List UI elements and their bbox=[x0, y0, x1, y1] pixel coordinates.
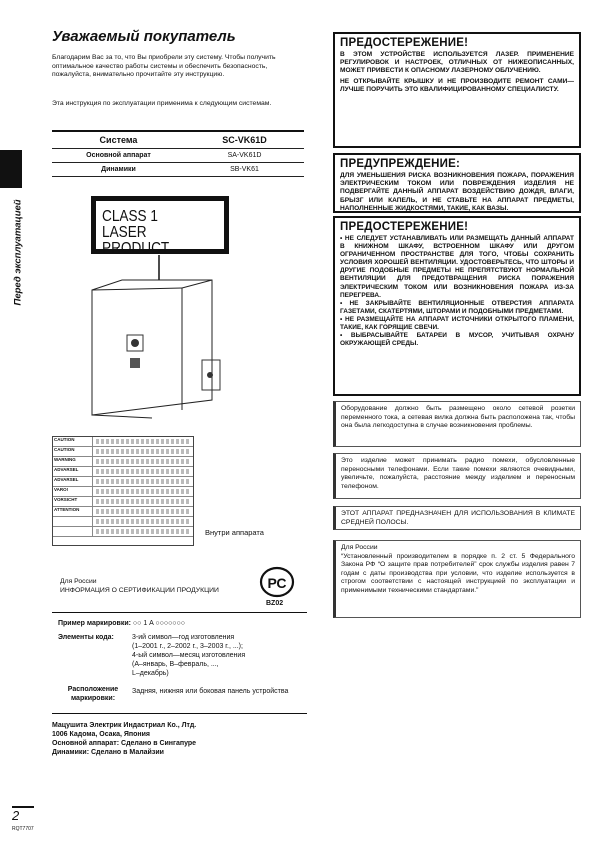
marking-codes-value: 3-ий символ—год изготовления (1–2001 г., 2–2002 г., 3–2003 г., ...); 4-ый символ—месяц изготовления (A–январь, B–февраль, ..., L–декабрь) bbox=[132, 634, 246, 677]
applies-text: Эта инструкция по эксплуатации применима к следующим системам. bbox=[52, 100, 272, 107]
laser-caution-box bbox=[333, 32, 581, 148]
warning-title: ПРЕДОСТЕРЕЖЕНИЕ! bbox=[340, 37, 469, 49]
label-row bbox=[53, 507, 193, 517]
marking-location-label: Расположение маркировки: bbox=[67, 686, 119, 702]
list-item: • НЕ ЗАКРЫВАЙТЕ ВЕНТИЛЯЦИОННЫЕ ОТВЕРСТИЯ АППАРАТА ГАЗЕТАМИ, СКАТЕРТЯМИ, ШТОРАМИ И ПОДОБНЫМИ ПРЕДМЕТАМИ. bbox=[340, 300, 574, 316]
laser-class-label bbox=[91, 196, 229, 257]
laser-label-line2: LASER PRODUCT bbox=[102, 224, 170, 257]
document-code: RQT7707 bbox=[12, 826, 34, 832]
label-tag bbox=[53, 517, 93, 526]
ventilation-caution-box bbox=[333, 216, 581, 396]
radio-interference-notice: Это изделие может принимать радио помехи, обусловленные переносными телефонами. Если такие помехи являются очевидными, увеличьте, пожалуйста, расстояние между изделием и переносным телефоном. bbox=[333, 453, 581, 499]
moisture-warning-box bbox=[333, 153, 581, 213]
list-item: • НЕ СЛЕДУЕТ УСТАНАВЛИВАТЬ ИЛИ РАЗМЕЩАТЬ ДАННЫЙ АППАРАТ В КНИЖНОМ ШКАФУ, ВСТРОЕННОМ ШКАФУ ИЛИ ДРУГОМ ОГРАНИЧЕННОМ ПРОСТРАНСТВЕ ДЛЯ ТОГО, ЧТОБЫ СОХРАНИТЬ УСЛОВИЯ ХОРОШЕЙ ВЕНТИЛЯЦИИ. УДОСТОВЕРЬТЕСЬ, ЧТО ШТОРЫ И ДРУГИЕ ПОДОБНЫЕ ПРЕДМЕТЫ НЕ ПРЕПЯТСТВУЮТ НОРМАЛЬНОЙ ВЕНТИЛЯЦИИ ДЛЯ ПРЕДОТВРАЩЕНИЯ РИСКА ПОРАЖЕНИЯ ЭЛЕКТРИЧЕСКИМ ТОКОМ ИЛИ ВОЗНИКНОВЕНИЯ ПОЖАРА ИЗ-ЗА ПЕРЕГРЕВА. bbox=[340, 235, 574, 300]
label-row bbox=[53, 457, 193, 467]
label-row bbox=[53, 467, 193, 477]
caution-label-sheet bbox=[52, 436, 194, 546]
label-tag: CAUTION bbox=[53, 437, 93, 446]
system-table bbox=[52, 130, 304, 177]
label-tag: ADVARSEL bbox=[53, 467, 93, 476]
label-row bbox=[53, 487, 193, 497]
label-tag: ATTENTION bbox=[53, 507, 93, 516]
table-row bbox=[52, 163, 304, 177]
manufacturer-line: Динамики: Сделано в Малайзии bbox=[52, 749, 164, 756]
service-life-notice bbox=[333, 540, 581, 618]
label-row bbox=[53, 517, 193, 527]
svg-text:РС: РС bbox=[267, 575, 287, 591]
label-tag bbox=[53, 527, 93, 536]
label-row bbox=[53, 527, 193, 537]
label-tag: WARNING bbox=[53, 457, 93, 466]
label-tag: VARO! bbox=[53, 487, 93, 496]
laser-label-line1: CLASS 1 bbox=[102, 208, 158, 225]
marking-example bbox=[58, 619, 185, 628]
label-row bbox=[53, 447, 193, 457]
climate-notice: ЭТОТ АППАРАТ ПРЕДНАЗНАЧЕН ДЛЯ ИСПОЛЬЗОВАНИЯ В КЛИМАТЕ СРЕДНЕЙ ПОЛОСЫ. bbox=[333, 506, 581, 530]
page-title: Уважаемый покупатель bbox=[52, 28, 236, 45]
label-tag: ADVARSEL bbox=[53, 477, 93, 486]
inside-unit-caption: Внутри аппарата bbox=[205, 528, 264, 537]
table-cell: SC-VK61D bbox=[185, 131, 304, 149]
marking-codes-label: Элементы кода: bbox=[58, 634, 114, 641]
label-tag: VORSICHT bbox=[53, 497, 93, 506]
notice-region: Для России bbox=[341, 544, 378, 551]
pct-certification-logo-icon bbox=[258, 566, 296, 598]
table-cell: Система bbox=[52, 131, 185, 149]
marking-example-value: ○○ 1 A ○○○○○○○ bbox=[132, 620, 185, 627]
cert-text: ИНФОРМАЦИЯ О СЕРТИФИКАЦИИ ПРОДУКЦИИ bbox=[60, 586, 219, 594]
warning-text: НЕ ОТКРЫВАЙТЕ КРЫШКУ И НЕ ПРОИЗВОДИТЕ РЕМОНТ САМИ—ЛУЧШЕ ПОРУЧИТЬ ЭТО КВАЛИФИЦИРОВАННОМУ СПЕЦИАЛИСТУ. bbox=[340, 77, 574, 93]
manufacturer-line: 1006 Кадома, Осака, Япония bbox=[52, 731, 151, 738]
warning-text: В ЭТОМ УСТРОЙСТВЕ ИСПОЛЬЗУЕТСЯ ЛАЗЕР. ПРИМЕНЕНИЕ РЕГУЛИРОВОК И НАСТРОЕК, ОТЛИЧНЫХ ОТ НИЖЕОПИСАННЫХ, МОЖЕТ ПРИВЕСТИ К ОПАСНОМУ ЛАЗЕРНОМУ ОБЛУЧЕНИЮ. bbox=[340, 51, 574, 75]
intro-text: Благодарим Вас за то, что Вы приобрели эту систему. Чтобы получить оптимальное качество работы системы и обеспечить безопасность, пожалуйста, внимательно прочитайте эту инструкцию. bbox=[52, 54, 276, 79]
label-row bbox=[53, 477, 193, 487]
label-row bbox=[53, 497, 193, 507]
page-number: 2 bbox=[12, 808, 20, 823]
manufacturer-info bbox=[52, 721, 196, 757]
notice-text: “Установленный производителем в порядке п. 2 ст. 5 Федерального Закона РФ “О защите прав потребителей” срок службы изделия равен 7 годам с даты производства при условии, что изделие используется в строгом соответствии с настоящей инструкцией по эксплуатации и применимыми техническими стандартами.” bbox=[341, 552, 575, 594]
table-cell: SB-VK61 bbox=[185, 163, 304, 177]
manufacturer-line: Основной аппарат: Сделано в Сингапуре bbox=[52, 740, 197, 747]
certification-info bbox=[60, 578, 219, 595]
label-tag: CAUTION bbox=[53, 447, 93, 456]
marking-location-value: Задняя, нижняя или боковая панель устройства bbox=[132, 688, 289, 695]
warning-title: ПРЕДОСТЕРЕЖЕНИЕ! bbox=[340, 221, 469, 233]
list-item: • ВЫБРАСЫВАЙТЕ БАТАРЕИ В МУСОР, УЧИТЫВАЯ ОХРАНУ ОКРУЖАЮЩЕЙ СРЕДЫ. bbox=[340, 332, 574, 348]
table-cell: Основной аппарат bbox=[52, 149, 185, 163]
section-label: Перед эксплуатацией bbox=[12, 199, 24, 306]
cert-mark-code: BZ02 bbox=[266, 600, 284, 607]
power-outlet-notice: Оборудование должно быть размещено около сетевой розетки переменного тока, а сетевая вилка должна быть расположена так, чтобы она была легкодоступна в случае возникновения проблемы. bbox=[333, 401, 581, 447]
table-row bbox=[52, 149, 304, 163]
cert-region: Для России bbox=[60, 578, 97, 585]
list-item: • НЕ РАЗМЕЩАЙТЕ НА АППАРАТ ИСТОЧНИКИ ОТКРЫТОГО ПЛАМЕНИ, ТАКИЕ, КАК ГОРЯЩИЕ СВЕЧИ. bbox=[340, 316, 574, 332]
label-row bbox=[53, 437, 193, 447]
table-cell: Динамики bbox=[52, 163, 185, 177]
manufacturer-line: Мацушита Электрик Индастриал Ко., Лтд. bbox=[52, 722, 197, 729]
marking-example-label: Пример маркировки: bbox=[58, 620, 131, 627]
marking-box bbox=[52, 612, 307, 714]
warning-title: ПРЕДУПРЕЖДЕНИЕ: bbox=[340, 158, 461, 170]
warning-text: ДЛЯ УМЕНЬШЕНИЯ РИСКА ВОЗНИКНОВЕНИЯ ПОЖАРА, ПОРАЖЕНИЯ ЭЛЕКТРИЧЕСКИМ ТОКОМ ИЛИ ПОВРЕЖДЕНИЯ ИЗДЕЛИЯ НЕ ПОДВЕРГАЙТЕ ДАННЫЙ АППАРАТ ВОЗДЕЙСТВИЮ ДОЖДЯ, ВЛАГИ, БРЫЗГ ИЛИ КАПЕЛЬ, И НЕ СТАВЬТЕ НА АППАРАТ ПРЕДМЕТЫ, НАПОЛНЕННЫЕ ЖИДКОСТЯМИ, ТАКИЕ, КАК ВАЗЫ. bbox=[340, 172, 574, 212]
table-cell: SA-VK61D bbox=[185, 149, 304, 163]
table-header-row bbox=[52, 131, 304, 149]
device-illustration bbox=[52, 250, 232, 450]
warning-list bbox=[340, 235, 574, 348]
